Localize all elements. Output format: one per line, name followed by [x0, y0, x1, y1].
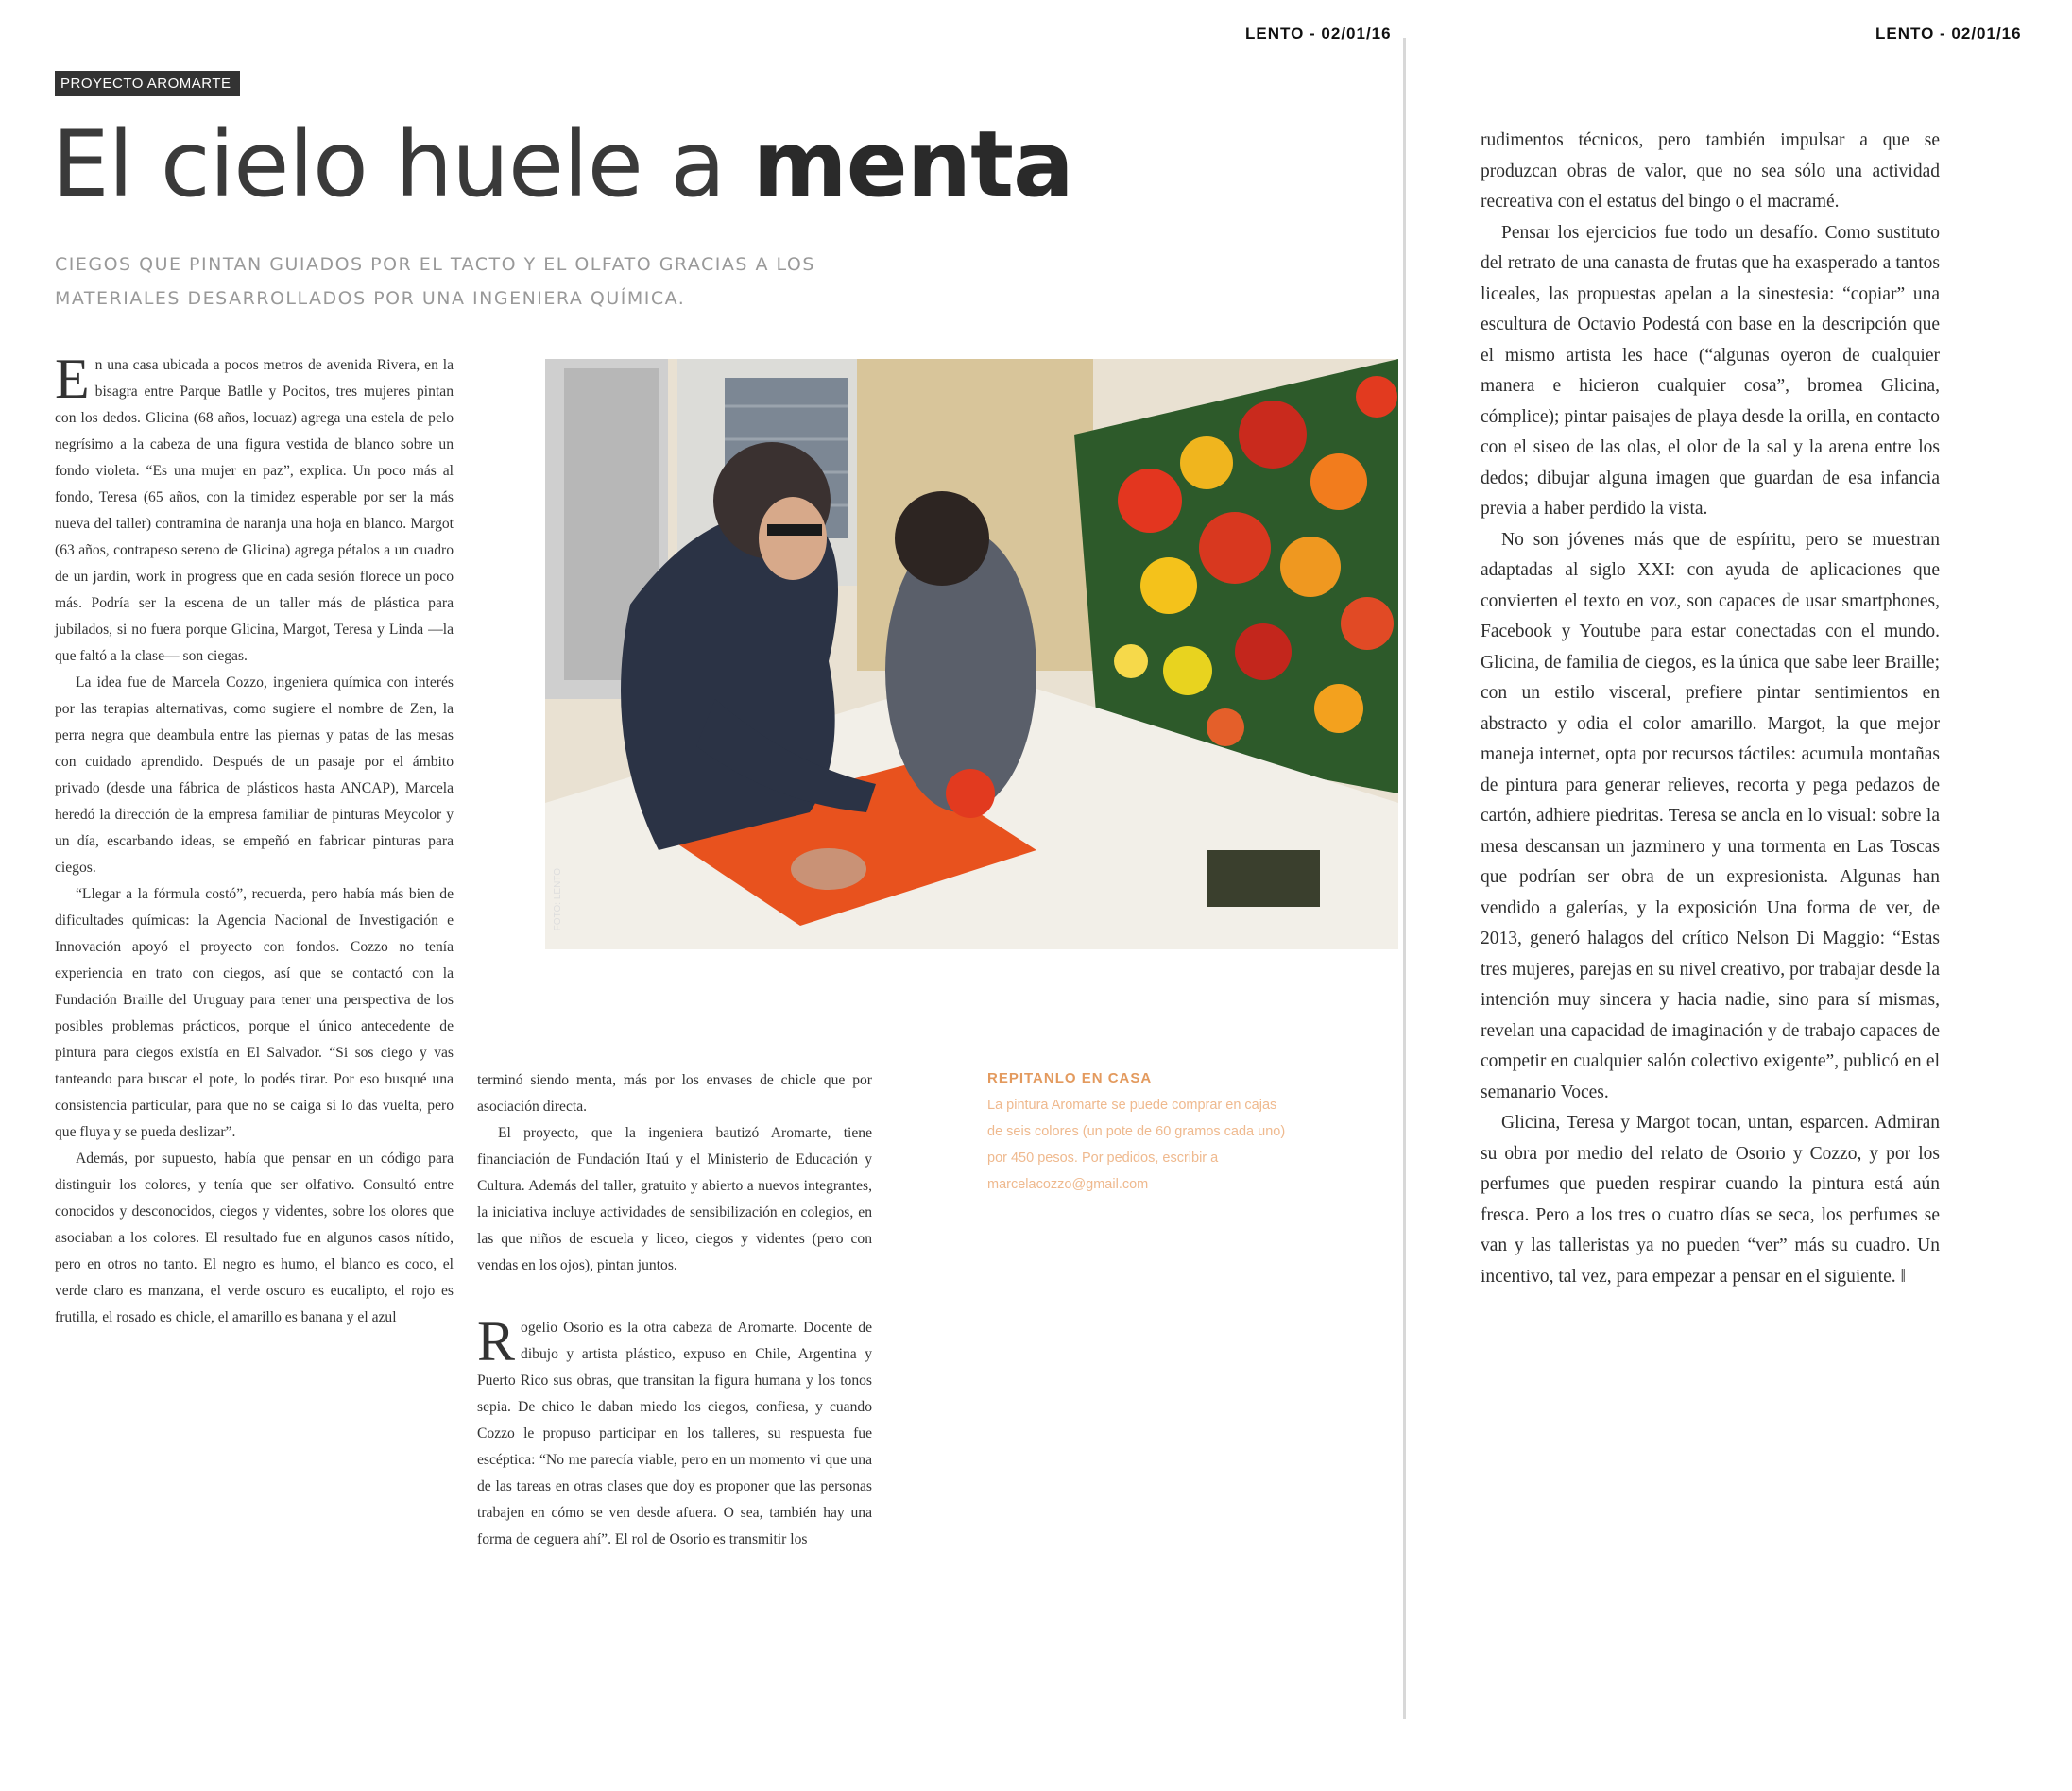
- paragraph: “Llegar a la fórmula costó”, recuerda, pero había más bien de dificultades químicas: la Agencia Nacional de Investigación e Innovación apoyó el proyecto con fondos. Cozzo no tenía experiencia en trato con ciegos, así que se contactó con la Fundación Braille del Uruguay para tener una perspectiva de los posibles problemas prácticos, porque el único antecedente de pintura para ciegos existía en El Salvador. “Si sos ciego y vas tanteando para buscar el pote, lo podés tirar. Por eso busqué una consistencia particular, para que no se caiga si lo das vuelta, pero que fluya y se pueda deslizar”.: [55, 886, 454, 1140]
- paragraph: El proyecto, que la ingeniera bautizó Aromarte, tiene financiación de Fundación Itaú y el Ministerio de Educación y Cultura. Además del taller, gratuito y abierto a nuevos integrantes, la iniciativa incluye actividades de sensibilización en colegios, en las que niños de escuela y liceo, ciegos y videntes (pero con vendas en los ojos), pintan juntos.: [477, 1125, 872, 1273]
- paragraph: No son jóvenes más que de espíritu, pero se muestran adaptadas al siglo XXI: con ayuda de aplicaciones que convierten el texto en voz, son capaces de usar smartphones, Facebook y Youtube para estar conectadas con el mundo. Glicina, de familia de ciegos, es la única que sabe leer Braille; con un estilo visceral, prefiere pintar sentimientos en abstracto y odia el color amarillo. Margot, la que mejor maneja internet, opta por recursos táctiles: acumula montañas de pintura para generar relieves, recorta y pega pedazos de cartón, adhiere piedritas. Teresa se ancla en lo visual: sobre la mesa descansan un jazminero y una tormenta en Las Toscas que podrían ser obra de un expresionista. Algunas han vendido a galerías, y la exposición Una forma de ver, de 2013, generó halagos del crítico Nelson Di Maggio: “Estas tres mujeres, parejas en su nivel creativo, por trabajar desde la intención muy sincera y hacia nadie, sino para sí mismas, revelan una capacidad de imaginación y de trabajo capaces de competir en cualquier salón colectivo exigente”, publicó en el semanario Voces.: [1481, 529, 1940, 1102]
- text-column-right-page: [1481, 126, 1940, 1292]
- article-photo: [545, 359, 1398, 949]
- section-tag: PROYECTO AROMARTE: [55, 71, 240, 96]
- photo-credit: FOTO: LENTO: [553, 867, 563, 930]
- drop-cap: E: [55, 348, 90, 410]
- headline-bold: menta: [752, 111, 1073, 217]
- paragraph: [55, 348, 454, 670]
- paragraph: Además, por supuesto, había que pensar en un código para distinguir los colores, y tenía que ser olfativo. Consultó entre conocidos y desconocidos, ciegos y videntes, sobre los olores que asociaban a los colores. El resultado fue en algunos casos nítido, pero en otros no tanto. El negro es humo, el blanco es coco, el verde claro es manzana, el verde oscuro es eucalipto, el rojo es frutilla, el rosado es chicle, el amarillo es banana y el azul: [55, 1151, 454, 1325]
- page-divider: [1403, 38, 1406, 1719]
- paragraph-text: ogelio Osorio es la otra cabeza de Aromarte. Docente de dibujo y artista plástico, expuso en Chile, Argentina y Puerto Rico sus obras, que transitan la figura humana y los tonos sepia. De chico le daban miedo los ciegos, confiesa, y cuando Cozzo le propuso participar en los talleres, su respuesta fue escéptica: “No me parecía viable, pero en un momento vi que una de las tareas en otras clases que doy es proponer que las personas trabajen en cómo se ven desde afuera. O sea, también hay una forma de ceguera ahí”. El rol de Osorio es transmitir los: [477, 1320, 872, 1547]
- drop-cap: R: [477, 1310, 516, 1373]
- paragraph: Pensar los ejercicios fue todo un desafío. Como sustituto del retrato de una canasta de frutas que ha exasperado a tantos liceales, las propuestas apelan a la sinestesia: “copiar” una escultura de Octavio Podestá con base en la descripción que el mismo artista les hace (“algunas oyeron de cualquier manera e hicieron cualquier cosa”, bromea Glicina, cómplice); pintar paisajes de playa desde la orilla, en contacto con el siseo de las olas, el olor de la sal y la arena entre los dedos; dibujar alguna imagen que guardan de esa infancia previa a haber perdido la vista.: [1481, 222, 1940, 519]
- sidebar-body: La pintura Aromarte se puede comprar en cajas de seis colores (un pote de 60 gramos cada uno) por 450 pesos. Por pedidos, escribir a marcelacozzo@gmail.com: [987, 1098, 1286, 1192]
- paragraph: rudimentos técnicos, pero también impulsar a que se produzcan obras de valor, que no sea sólo una actividad recreativa con el estatus del bingo o el macramé.: [1481, 130, 1940, 212]
- photo-illustration: [545, 359, 1398, 949]
- headline-light: El cielo huele a: [52, 111, 753, 217]
- dek: CIEGOS QUE PINTAN GUIADOS POR EL TACTO Y EL OLFATO GRACIAS A LOS MATERIALES DESARROLLADOS POR UNA INGENIERA QUÍMICA.: [55, 254, 815, 309]
- paragraph-text: n una casa ubicada a pocos metros de avenida Rivera, en la bisagra entre Parque Batlle y Pocitos, tres mujeres pintan con los dedos. Glicina (68 años, locuaz) agrega una estela de pelo negrísimo a la cabeza de una figura vestida de blanco sobre un fondo violeta. “Es una mujer en paz”, explica. Un poco más al fondo, Teresa (65 años, con la timidez esperable por ser la más nueva del taller) contramina de naranja una hoja en blanco. Margot (63 años, contrapeso sereno de Glicina) agrega pétalos a un cuadro de un jardín, work in progress que en cada sesión florece un poco más. Podría ser la escena de un taller más de plástica para jubilados, si no fuera porque Glicina, Margot, Teresa y Linda —la que faltó a la clase— son ciegas.: [55, 357, 454, 664]
- date-stamp-right: LENTO - 02/01/16: [1875, 25, 2022, 43]
- sidebar-title: REPITANLO EN CASA: [987, 1070, 1153, 1086]
- date-stamp-left: LENTO - 02/01/16: [1245, 25, 1392, 43]
- sidebar-box: [987, 1070, 1290, 1198]
- paragraph: La idea fue de Marcela Cozzo, ingeniera química con interés por las terapias alternativas, como sugiere el nombre de Zen, la perra negra que deambula entre las piernas y patas de las mesas con cuidado aprendido. Después de un pasaje por el ámbito privado (desde una fábrica de plásticos hasta ANCAP), Marcela heredó la dirección de la empresa familiar de pinturas Meycolor y un día, escarbando ideas, se empeñó en fabricar pinturas para ciegos.: [55, 674, 454, 876]
- paragraph: terminó siendo menta, más por los envases de chicle que por asociación directa.: [477, 1072, 872, 1115]
- paragraph: [477, 1310, 872, 1553]
- paragraph: Glicina, Teresa y Margot tocan, untan, esparcen. Admiran su obra por medio del relato de Osorio y Cozzo, y por los perfumes que pueden respirar cuando la pintura está aún fresca. Pero a los tres o cuatro días se seca, los perfumes se van y las talleristas ya no pueden “ver” más su cuadro. Un incentivo, tal vez, para empezar a pensar en el siguiente. ‖: [1481, 1113, 1940, 1287]
- headline: [52, 111, 1073, 217]
- text-column-1: [55, 348, 454, 1331]
- text-column-2: [477, 1067, 872, 1553]
